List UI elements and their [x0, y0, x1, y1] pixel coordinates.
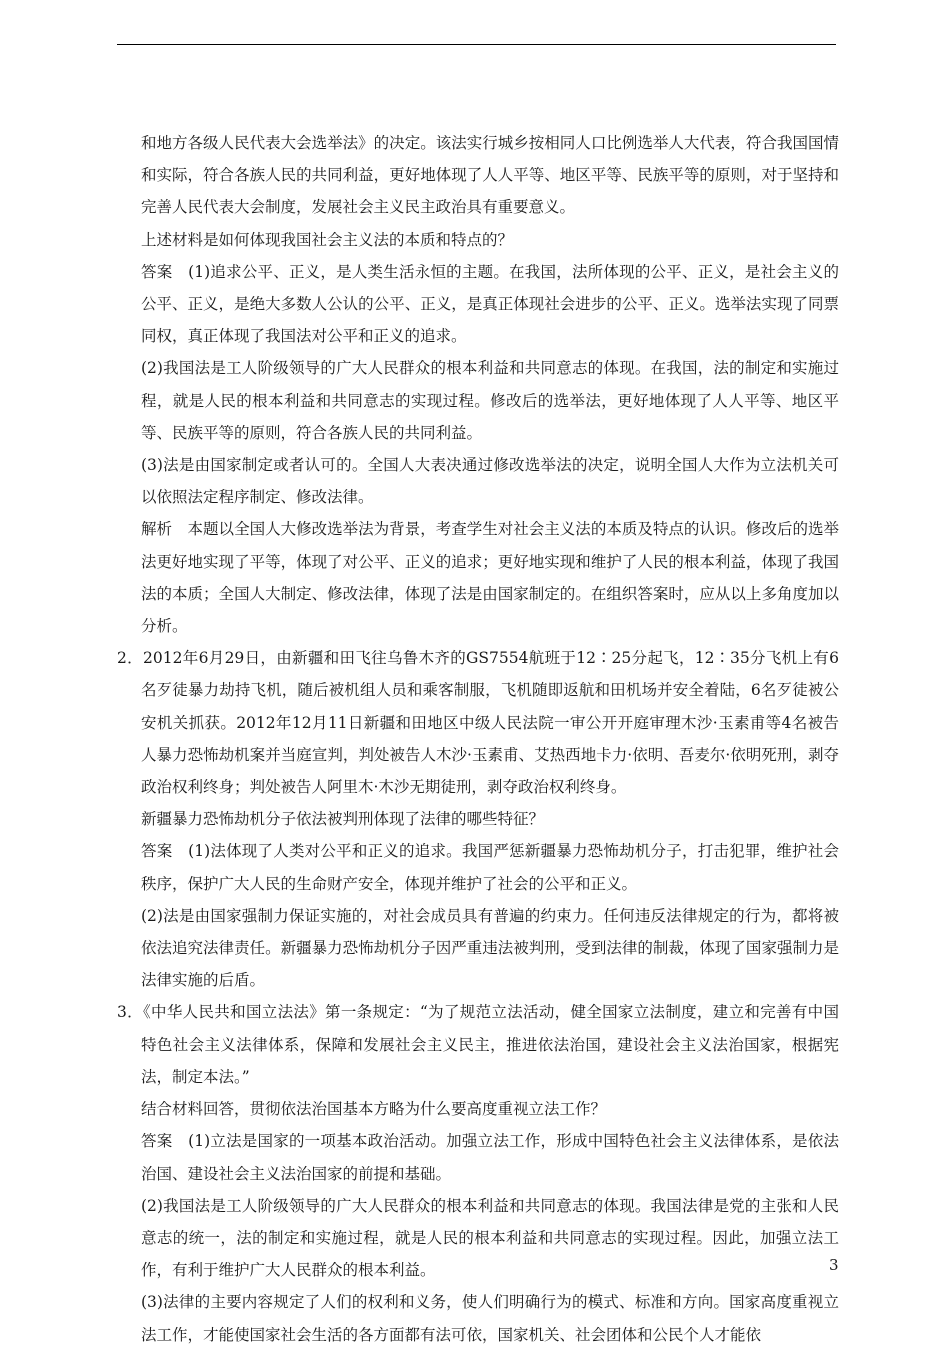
answer-2-point-1: 答案 (1)法体现了人类对公平和正义的追求。我国严惩新疆暴力恐怖劫机分子，打击犯罪，维护社会秩序，保护广大人民的生命财产安全，体现并维护了社会的公平和正义。 — [141, 842, 839, 893]
question-3: 结合材料回答，贯彻依法治国基本方略为什么要高度重视立法工作？ — [141, 1100, 607, 1119]
answer-1-point-3: (3)法是由国家制定或者认可的。全国人大表决通过修改选举法的决定，说明全国人大作为立法机关可以依照法定程序制定、修改法律。 — [141, 456, 839, 507]
analysis-1: 解析 本题以全国人大修改选举法为背景，考查学生对社会主义法的本质及特点的认识。修改后的选举法更好地实现了平等，体现了对公平、正义的追求；更好地实现和维护了人民的根本利益，体现了我国法的本质；全国人大制定、修改法律，体现了法是由国家制定的。在组织答案时，应从以上多角度加以分析。 — [141, 520, 839, 636]
answer-2-point-2: (2)法是由国家强制力保证实施的，对社会成员具有普遍的约束力。任何违反法律规定的行为，都将被依法追究法律责任。新疆暴力恐怖劫机分子因严重违法被判刑，受到法律的制裁，体现了国家强制力是法律实施的后盾。 — [141, 906, 839, 990]
paragraph-material-continued: 和地方各级人民代表大会选举法》的决定。该法实行城乡按相同人口比例选举人大代表，符合我国国情和实际，符合各族人民的共同利益，更好地体现了人人平等、地区平等、民族平等的原则，对于坚持和完善人民代表大会制度，发展社会主义民主政治具有重要意义。 — [141, 134, 839, 217]
answer-1-point-2: (2)我国法是工人阶级领导的广大人民群众的根本利益和共同意志的体现。在我国，法的制定和实施过程，就是人民的根本利益和共同意志的实现过程。修改后的选举法，更好地体现了人人平等、地区平等、民族平等的原则，符合各族人民的共同利益。 — [141, 359, 839, 442]
answer-1-point-1: 答案 (1)追求公平、正义，是人类生活永恒的主题。在我国，法所体现的公平、正义，是社会主义的公平、正义，是绝大多数人公认的公平、正义，是真正体现社会进步的公平、正义。选举法实现了同票同权，真正体现了我国法对公平和正义的追求。 — [141, 262, 839, 346]
item-3-material: 3．《中华人民共和国立法法》第一条规定：“为了规范立法活动，健全国家立法制度，建立和完善有中国特色社会主义法律体系，保障和发展社会主义民主，推进依法治国，建设社会主义法治国家，根据宪法，制定本法。” — [117, 1003, 839, 1086]
question-1: 上述材料是如何体现我国社会主义法的本质和特点的？ — [141, 230, 514, 249]
body-text — [117, 127, 839, 1351]
answer-3-point-3: (3)法律的主要内容规定了人们的权利和义务，使人们明确行为的模式、标准和方向。国家高度重视立法工作，才能使国家社会生活的各方面都有法可依，国家机关、社会团体和公民个人才能依 — [141, 1293, 839, 1344]
item-2-material: 2．2012年6月29日，由新疆和田飞往乌鲁木齐的GS7554航班于12∶25分起飞，12∶35分飞机上有6名歹徒暴力劫持飞机，随后被机组人员和乘客制服，飞机随即返航和田机场并安全着陆，6名歹徒被公安机关抓获。2012年12月11日新疆和田地区中级人民法院一审公开开庭审理木沙·玉素甫等4名被告人暴力恐怖劫机案并当庭宣判，判处被告人木沙·玉素甫、艾热西地卡力·依明、吾麦尔·依明死刑，剥夺政治权利终身；判处被告人阿里木·木沙无期徒刑，剥夺政治权利终身。 — [117, 649, 839, 797]
header-rule — [117, 44, 836, 45]
answer-3-point-2: (2)我国法是工人阶级领导的广大人民群众的根本利益和共同意志的体现。我国法律是党的主张和人民意志的统一，法的制定和实施过程，就是人民的根本利益和共同意志的实现过程。因此，加强立法工作，有利于维护广大人民群众的根本利益。 — [141, 1196, 839, 1280]
answer-3-point-1: 答案 (1)立法是国家的一项基本政治活动。加强立法工作，形成中国特色社会主义法律体系，是依法治国、建设社会主义法治国家的前提和基础。 — [141, 1132, 839, 1183]
question-2: 新疆暴力恐怖劫机分子依法被判刑体现了法律的哪些特征？ — [141, 810, 545, 829]
page-number: 3 — [829, 1256, 839, 1274]
